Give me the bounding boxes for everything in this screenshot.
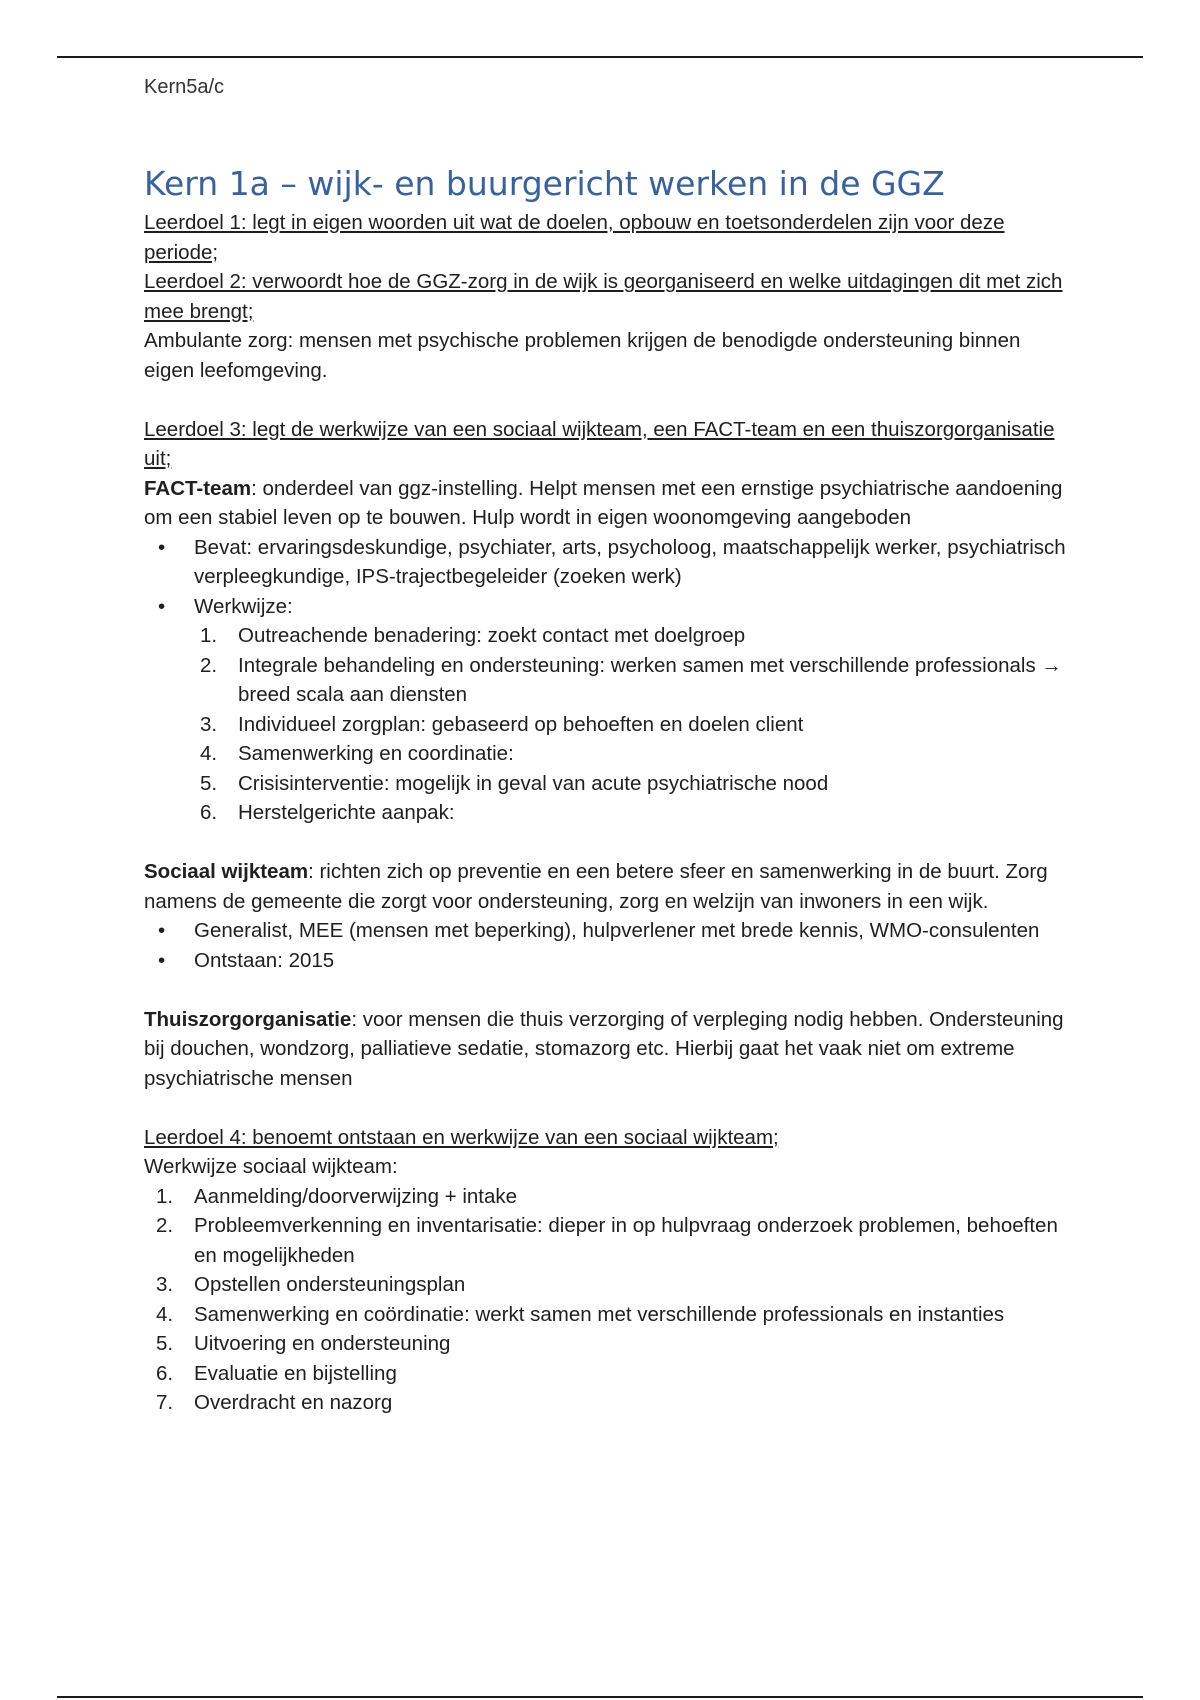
list-item: 1. Aanmelding/doorverwijzing + intake [156,1184,518,1208]
fact-bullets [144,533,1074,622]
list-item: 1. Outreachende benadering: zoekt contact met doelgroep [200,624,746,647]
thuiszorg-text: : voor mensen die thuis verzorging of verpleging nodig hebben. Ondersteuning bij douchen, wondzorg, palliatieve sedatie, stomazorg etc. Hierbij gaat het vaak niet om extreme psychiatrische mensen [144,1007,1064,1090]
list-item: 7. Overdracht en nazorg [156,1391,393,1414]
list-item: • Werkwijze: [158,594,293,618]
list-item: 4. Samenwerking en coordinatie: [200,742,514,765]
list-item: 2. Integrale behandeling en ondersteuning: werken samen met verschillende professionals → breed scala aan diensten [200,653,1062,706]
werkwijze-label: Werkwijze sociaal wijkteam: [144,1155,398,1178]
list-item: 3. Opstellen ondersteuningsplan [156,1273,466,1296]
thuiszorg-term: Thuiszorgorganisatie [144,1007,352,1031]
list-item: • Ontstaan: 2015 [158,948,335,972]
swt-bullets [144,916,1074,975]
list-item: 5. Crisisinterventie: mogelijk in geval van acute psychiatrische nood [200,771,829,795]
swt-text: : richten zich op preventie en een betere sfeer en samenwerking in de buurt. Zorg namens de gemeente die zorgt voor ondersteuning, zorg en welzijn van inwoners in een wijk. [144,860,1048,913]
swt-term: Sociaal wijkteam [144,860,309,883]
list-item: • Generalist, MEE (mensen met beperking), hulpverlener met brede kennis, WMO-consulenten [158,919,1040,942]
list-item: 4. Samenwerking en coördinatie: werkt samen met verschillende professionals en instanties [156,1302,1005,1326]
list-item: 3. Individueel zorgplan: gebaseerd op behoeften en doelen client [200,712,804,736]
fact-text: : onderdeel van ggz-instelling. Helpt mensen met een ernstige psychiatrische aandoening om een stabiel leven op te bouwen. Hulp wordt in eigen woonomgeving aangeboden [144,476,1063,529]
page-header: Kern5a/c [144,76,225,98]
document-body [144,160,1074,1418]
list-item: 6. Evaluatie en bijstelling [156,1361,397,1385]
leerdoel-4: Leerdoel 4: benoemt ontstaan en werkwijze van een sociaal wijkteam; [144,1125,779,1149]
list-item: 6. Herstelgerichte aanpak: [200,801,455,824]
leerdoel-2: Leerdoel 2: verwoordt hoe de GGZ-zorg in de wijk is georganiseerd en welke uitdagingen dit met zich mee brengt; [144,270,1063,323]
top-rule [57,56,1143,58]
fact-steps [144,621,1074,828]
swt-paragraph [144,857,1074,916]
thuiszorg-paragraph [144,1005,1074,1094]
leerdoel-1: Leerdoel 1: legt in eigen woorden uit wat de doelen, opbouw en toetsonderdelen zijn voor deze periode; [144,211,1005,264]
fact-paragraph [144,474,1074,533]
werkwijze-steps [144,1182,1074,1418]
leerdoel-3: Leerdoel 3: legt de werkwijze van een sociaal wijkteam, een FACT-team en een thuiszorgorganisatie uit; [144,417,1055,470]
list-item: • Bevat: ervaringsdeskundige, psychiater, arts, psycholoog, maatschappelijk werker, psychiatrisch verpleegkundige, IPS-trajectbegeleider (zoeken werk) [158,535,1066,588]
list-item: 2. Probleemverkenning en inventarisatie: dieper in op hulpvraag onderzoek problemen, behoeften en mogelijkheden [156,1214,1058,1267]
list-item: 5. Uitvoering en ondersteuning [156,1332,451,1355]
page-title: Kern 1a – wijk- en buurgericht werken in de GGZ [144,164,945,203]
ambulante-zorg: Ambulante zorg: mensen met psychische problemen krijgen de benodigde ondersteuning binnen eigen leefomgeving. [144,329,1021,382]
bottom-rule [57,1696,1143,1698]
fact-term: FACT-team [144,476,252,500]
